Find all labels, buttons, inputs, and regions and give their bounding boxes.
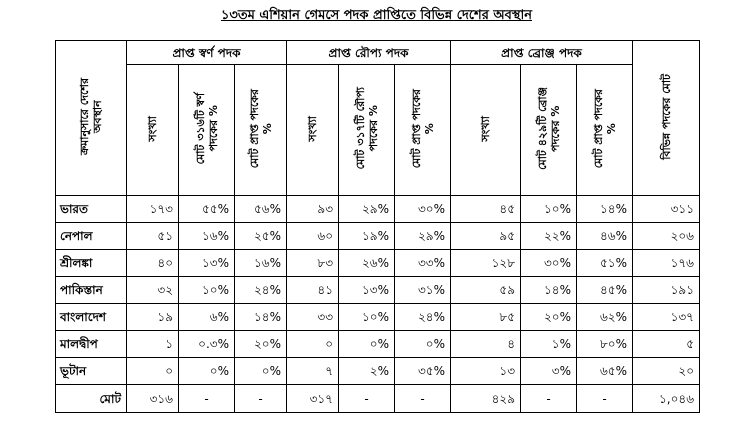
gold-pct-cell: ১০%	[179, 277, 235, 304]
silver-count-cell: ৭	[287, 358, 339, 385]
total-cell: ১৩৭	[633, 304, 700, 331]
silver-pct-cell: ১৩%	[339, 277, 395, 304]
silver-pct-cell: ২৯%	[339, 196, 395, 223]
gold-count-cell: ১	[127, 331, 179, 358]
bronze-share-cell: ৮০%	[577, 331, 633, 358]
bronze-count-cell: ৫৯	[451, 277, 521, 304]
bronze-pct-cell: ১%	[521, 331, 577, 358]
bronze-count-cell: ১২৮	[451, 250, 521, 277]
silver-share-header: মোট প্রাপ্ত পদকের %	[395, 65, 451, 196]
total-cell: ৫	[633, 331, 700, 358]
gold-count-cell: ৩২	[127, 277, 179, 304]
bronze-share-cell: ১৪%	[577, 196, 633, 223]
total-cell: ২০৬	[633, 223, 700, 250]
gold-pct-cell: ০%	[179, 358, 235, 385]
silver-count-header: সংখ্যা	[287, 65, 339, 196]
country-cell: শ্রীলঙ্কা	[56, 250, 127, 277]
page-title: ১৩তম এশিয়ান গেমসে পদক প্রাপ্তিতে বিভিন্ন দেশের অবস্থান	[220, 8, 533, 23]
gold-share-cell: ০%	[235, 358, 287, 385]
table-row	[56, 358, 700, 385]
bronze-share-dash: -	[577, 385, 633, 413]
country-cell: ভারত	[56, 196, 127, 223]
bronze-share-cell: ৪৫%	[577, 277, 633, 304]
bronze-count-cell: ৮৫	[451, 304, 521, 331]
total-cell: ৩১১	[633, 196, 700, 223]
silver-pct-cell: ১৯%	[339, 223, 395, 250]
bronze-count-cell: ৪৫	[451, 196, 521, 223]
bronze-pct-header: মোট ৪২৯টি ব্রোঞ্জ পদকের %	[521, 65, 577, 196]
gold-pct-dash: -	[179, 385, 235, 413]
gold-pct-cell: ৬%	[179, 304, 235, 331]
silver-count-cell: ৩৩	[287, 304, 339, 331]
table-row	[56, 331, 700, 358]
medal-table	[55, 40, 700, 413]
rank-header: ক্রমানুসারে দেশের অবস্থান	[56, 41, 127, 196]
bronze-pct-cell: ৩%	[521, 358, 577, 385]
gold-group-header: প্রাপ্ত স্বর্ণ পদক	[127, 41, 287, 65]
silver-share-cell: ৩০%	[395, 196, 451, 223]
table-row	[56, 196, 700, 223]
country-cell: বাংলাদেশ	[56, 304, 127, 331]
totals-label: মোট	[56, 385, 127, 413]
gold-count-cell: ১৭৩	[127, 196, 179, 223]
total-cell: ১৭৬	[633, 250, 700, 277]
silver-share-cell: ২৯%	[395, 223, 451, 250]
silver-total-cell: ৩১৭	[287, 385, 339, 413]
silver-group-header: প্রাপ্ত রৌপ্য পদক	[287, 41, 451, 65]
silver-pct-cell: ১০%	[339, 304, 395, 331]
gold-pct-cell: ১৬%	[179, 223, 235, 250]
total-cell: ১৯১	[633, 277, 700, 304]
bronze-share-cell: ৫১%	[577, 250, 633, 277]
gold-pct-cell: ৫৫%	[179, 196, 235, 223]
silver-count-cell: ৯৩	[287, 196, 339, 223]
silver-pct-cell: ০%	[339, 331, 395, 358]
table-row	[56, 250, 700, 277]
silver-pct-dash: -	[339, 385, 395, 413]
gold-share-cell: ২৪%	[235, 277, 287, 304]
silver-share-cell: ০%	[395, 331, 451, 358]
gold-share-header: মোট প্রাপ্ত পদকের %	[235, 65, 287, 196]
gold-count-cell: ০	[127, 358, 179, 385]
silver-share-cell: ৩১%	[395, 277, 451, 304]
silver-share-cell: ৩৫%	[395, 358, 451, 385]
silver-share-cell: ২৪%	[395, 304, 451, 331]
country-cell: ভূটান	[56, 358, 127, 385]
gold-share-cell: ১৬%	[235, 250, 287, 277]
silver-share-cell: ৩৩%	[395, 250, 451, 277]
silver-pct-cell: ২%	[339, 358, 395, 385]
silver-pct-cell: ২৬%	[339, 250, 395, 277]
total-cell: ২০	[633, 358, 700, 385]
bronze-pct-cell: ১০%	[521, 196, 577, 223]
country-cell: পাকিস্তান	[56, 277, 127, 304]
bronze-share-cell: ৬২%	[577, 304, 633, 331]
gold-share-cell: ৫৬%	[235, 196, 287, 223]
silver-count-cell: ৪১	[287, 277, 339, 304]
silver-count-cell: ০	[287, 331, 339, 358]
bronze-count-cell: ৪	[451, 331, 521, 358]
bronze-total-cell: ৪২৯	[451, 385, 521, 413]
table-row	[56, 277, 700, 304]
gold-pct-cell: ১৩%	[179, 250, 235, 277]
bronze-share-cell: ৪৬%	[577, 223, 633, 250]
bronze-share-cell: ৬৫%	[577, 358, 633, 385]
gold-pct-header: মোট ৩১৬টি স্বর্ণ পদকের %	[179, 65, 235, 196]
bronze-count-cell: ১৩	[451, 358, 521, 385]
country-cell: নেপাল	[56, 223, 127, 250]
silver-count-cell: ৮৩	[287, 250, 339, 277]
gold-count-cell: ৪০	[127, 250, 179, 277]
gold-count-cell: ১৯	[127, 304, 179, 331]
bronze-share-header: মোট প্রাপ্ত পদকের %	[577, 65, 633, 196]
silver-count-cell: ৬০	[287, 223, 339, 250]
bronze-pct-cell: ৩০%	[521, 250, 577, 277]
bronze-pct-cell: ২২%	[521, 223, 577, 250]
gold-share-cell: ২৫%	[235, 223, 287, 250]
gold-pct-cell: ০.৩%	[179, 331, 235, 358]
bronze-count-cell: ৯৫	[451, 223, 521, 250]
total-header: বিভিন্ন পদকের মোট	[633, 41, 700, 196]
silver-pct-header: মোট ৩১৭টি রৌপ্য পদকের %	[339, 65, 395, 196]
table-row	[56, 304, 700, 331]
table-row	[56, 223, 700, 250]
bronze-group-header: প্রাপ্ত ব্রোঞ্জ পদক	[451, 41, 633, 65]
gold-share-cell: ১৪%	[235, 304, 287, 331]
gold-share-cell: ২০%	[235, 331, 287, 358]
silver-share-dash: -	[395, 385, 451, 413]
bronze-pct-cell: ২০%	[521, 304, 577, 331]
gold-count-header: সংখ্যা	[127, 65, 179, 196]
grand-total-cell: ১,০৪৬	[633, 385, 700, 413]
gold-total-cell: ৩১৬	[127, 385, 179, 413]
gold-count-cell: ৫১	[127, 223, 179, 250]
bronze-pct-dash: -	[521, 385, 577, 413]
country-cell: মালদ্বীপ	[56, 331, 127, 358]
bronze-count-header: সংখ্যা	[451, 65, 521, 196]
bronze-pct-cell: ১৪%	[521, 277, 577, 304]
gold-share-dash: -	[235, 385, 287, 413]
totals-row	[56, 385, 700, 413]
